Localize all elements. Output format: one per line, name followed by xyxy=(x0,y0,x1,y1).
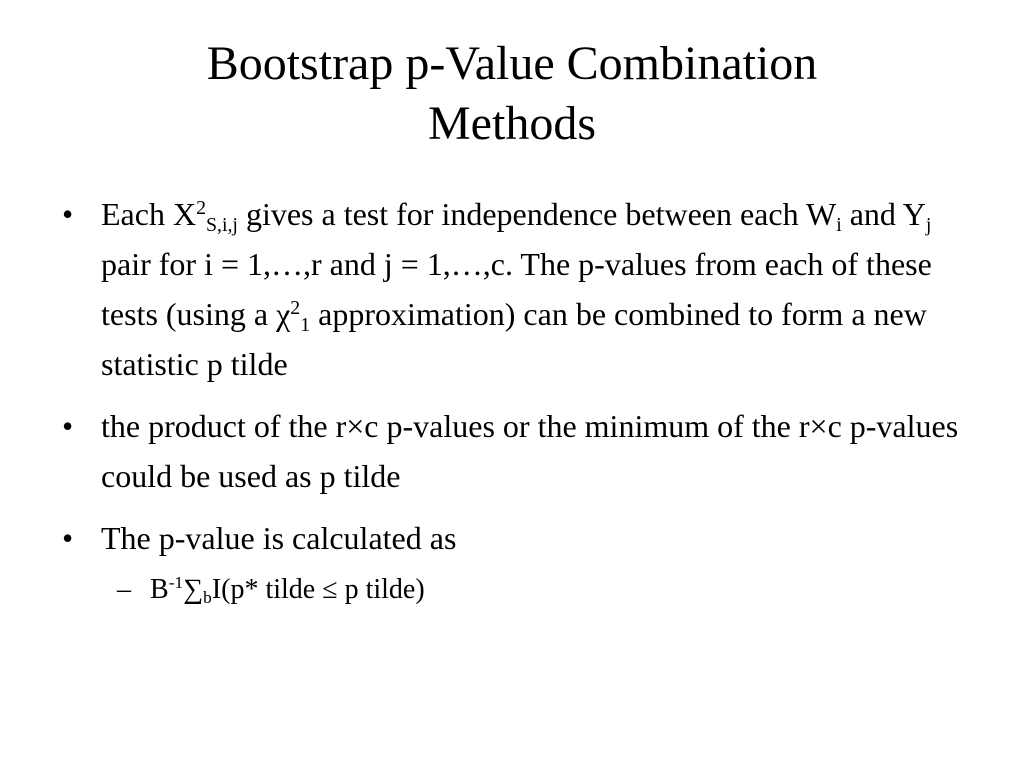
bullet-marker: • xyxy=(62,408,74,444)
bullet-item-3 xyxy=(62,513,962,563)
subscript: i xyxy=(836,213,842,236)
bullet-text xyxy=(101,196,932,382)
slide-title-line-1: Bootstrap p-Value Combination xyxy=(206,37,818,90)
bullet-list xyxy=(62,189,962,611)
superscript: -1 xyxy=(168,573,184,593)
text-run: pair for i = 1,…,r and j = 1,…,c. The p-values from each of these tests (using a χ xyxy=(101,246,932,332)
text-run: Each X xyxy=(101,196,197,232)
text-run: I(p* tilde ≤ p tilde) xyxy=(211,574,425,605)
superscript: 2 xyxy=(290,297,301,320)
text-run: and Y xyxy=(841,196,926,232)
formula xyxy=(150,573,425,608)
slide-title xyxy=(60,34,964,154)
text-run: approximation) can be combined to form a new statistic p tilde xyxy=(101,296,927,382)
bullet-text: The p-value is calculated as xyxy=(101,520,457,556)
bullet-marker: • xyxy=(62,520,74,556)
sub-bullet-marker: – xyxy=(117,574,131,605)
sub-bullet-item xyxy=(62,569,962,611)
subscript: b xyxy=(203,588,212,608)
superscript: 2 xyxy=(196,197,206,220)
text-run: B xyxy=(150,574,169,605)
bullet-item-1 xyxy=(62,189,962,389)
slide-title-line-2: Methods xyxy=(428,97,596,150)
bullet-marker: • xyxy=(62,196,74,232)
bullet-item-2 xyxy=(62,401,962,501)
text-run: gives a test for independence between each W xyxy=(237,196,837,232)
subscript: j xyxy=(925,213,932,236)
subscript: 1 xyxy=(300,313,311,336)
bullet-text: the product of the r×c p-values or the minimum of the r×c p-values could be used as p tilde xyxy=(101,408,959,494)
subscript: S,i,j xyxy=(205,213,238,236)
summation-symbol: ∑ xyxy=(183,574,204,605)
